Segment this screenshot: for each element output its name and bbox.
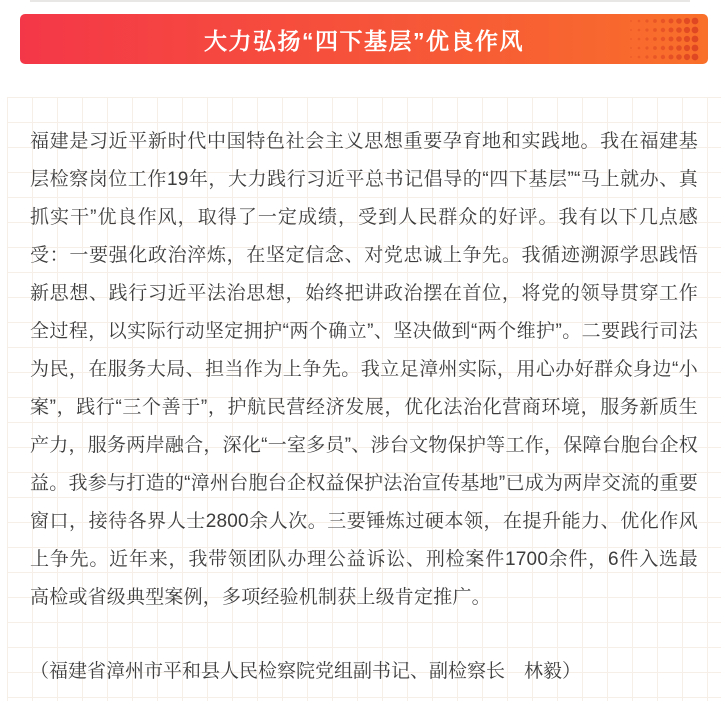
- title-banner: [20, 14, 708, 64]
- top-edge-artifact: [30, 0, 690, 2]
- article-signature: （福建省漳州市平和县人民检察院党组副书记、副检察长 林毅）: [30, 661, 582, 682]
- dots-decoration-icon: [628, 17, 700, 61]
- article-paragraph: 福建是习近平新时代中国特色社会主义思想重要孕育地和实践地。我在福建基层检察岗位工作19年，大力践行习近平总书记倡导的“四下基层”“马上就办、真抓实干”优良作风，取得了一定成绩，受到人民群众的好评。我有以下几点感受：一要强化政治淬炼，在坚定信念、对党忠诚上争先。我循迹溯源学思践悟新思想、践行习近平法治思想，始终把讲政治摆在首位，将党的领导贯穿工作全过程，以实际行动坚定拥护“两个确立”、坚决做到“两个维护”。二要践行司法为民，在服务大局、担当作为上争先。我立足漳州实际，用心办好群众身边“小案”，践行“三个善于”，护航民营经济发展，优化法治化营商环境，服务新质生产力，服务两岸融合，深化“一室多员”、涉台文物保护等工作，保障台胞台企权益。我参与打造的“漳州台胞台企权益保护法治宣传基地”已成为两岸交流的重要窗口，接待各界人士2800余人次。三要锤炼过硬本领，在提升能力、优化作风上争先。近年来，我带领团队办理公益诉讼、刑检案件1700余件，6件入选最高检或省级典型案例，多项经验机制获上级肯定推广。: [30, 131, 698, 608]
- page-title: 大力弘扬“四下基层”优良作风: [204, 27, 524, 54]
- article-body-card: [7, 97, 721, 701]
